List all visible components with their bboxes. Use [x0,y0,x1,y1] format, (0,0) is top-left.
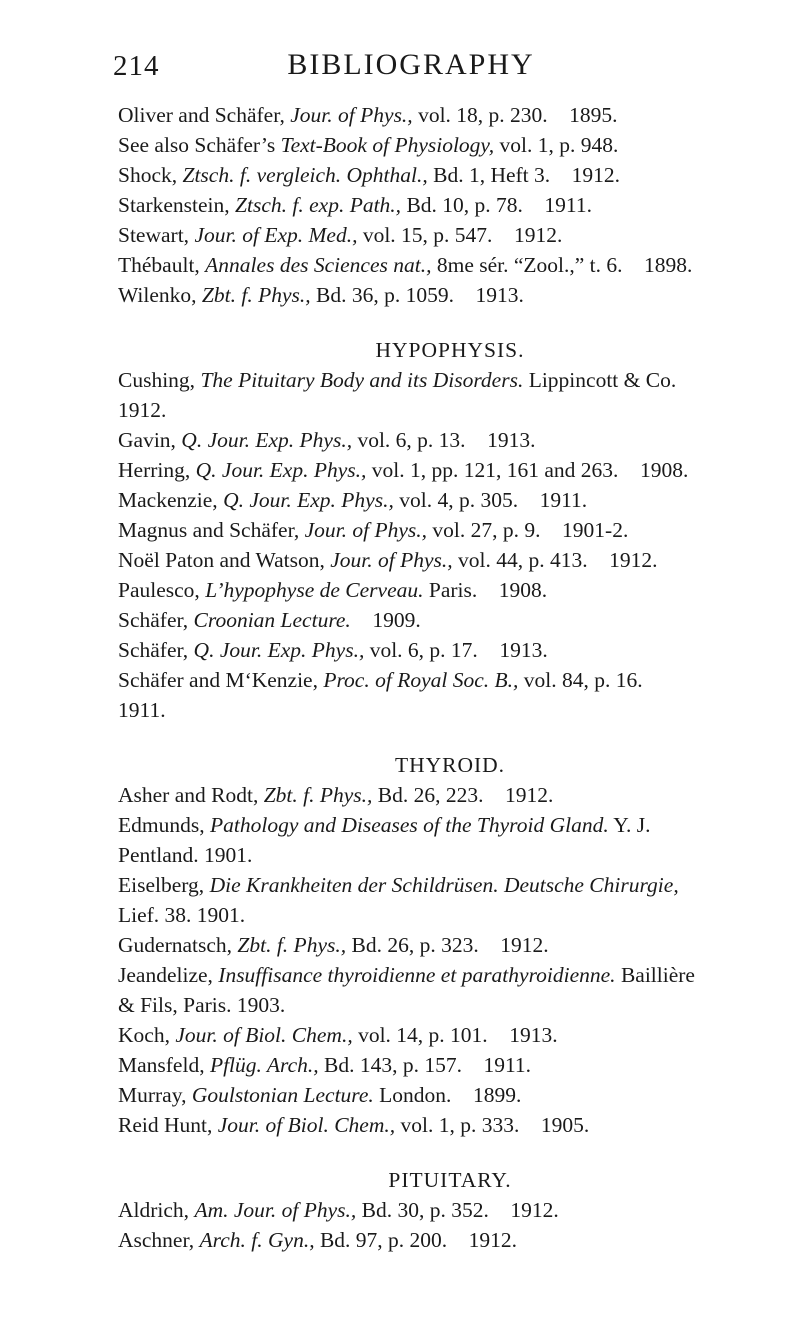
entry-year: 1912. [513,223,563,247]
entry-year: 1909. [372,608,421,632]
entry-details: Bd. 26, p. 323. [351,933,479,957]
entry-year: 1912. [468,1228,518,1252]
bibliography-entry [118,930,758,960]
entry-title: Jour. of Biol. Chem., [175,1023,353,1047]
bibliography-entry [118,545,758,575]
entry-year: 1899. [472,1083,522,1107]
entry-title: Goulstonian Lecture. [191,1083,374,1107]
entry-title: Insuffisance thyroidienne et parathyroidienne. [218,963,616,987]
entry-title: Die Krankheiten der Schildrüsen. Deutsche Chirurgie, [209,873,679,897]
bibliography-entry [118,220,758,250]
section-heading: HYPOPHYSIS. [375,338,525,362]
entry-title: Pathology and Diseases of the Thyroid Gland. [209,813,609,837]
bibliography-entry [118,1110,758,1140]
entry-year: 1901-2. [562,518,629,542]
entry-details: vol. 84, p. 16. [523,668,643,692]
entry-author: Koch, [118,1023,170,1047]
entry-author: Herring, [118,458,191,482]
bibliography-entry [118,100,758,130]
bibliography-entry [118,425,758,455]
entry-continuation: Pentland. 1901. [118,843,253,867]
entry-details: vol. 6, p. 17. [369,638,478,662]
entry-title: Text-Book of Physiology, [280,133,495,157]
entry-title: Q. Jour. Exp. Phys., [181,428,353,452]
entry-continuation: Lief. 38. 1901. [118,903,246,927]
entry-title: Annales des Sciences nat., [205,253,432,277]
bibliography-entry [118,605,758,635]
bibliography-list [118,100,758,1255]
entry-author: Oliver and Schäfer, [118,103,285,127]
entry-author: Eiselberg, [118,873,205,897]
entry-details: vol. 15, p. 547. [362,223,493,247]
entry-title: Zbt. f. Phys., [201,283,311,307]
entry-title: Croonian Lecture. [193,608,351,632]
entry-year: 1913. [475,283,524,307]
entry-author: Wilenko, [118,283,197,307]
entry-details: Lippincott & Co. [528,368,677,392]
entry-details: 8me sér. “Zool.,” t. 6. [436,253,623,277]
entry-year: 1908. [639,458,689,482]
entry-title: Jour. of Exp. Med., [194,223,358,247]
entry-year: 1913. [487,428,536,452]
entry-author: Shock, [118,163,178,187]
entry-title: Q. Jour. Exp. Phys., [195,458,367,482]
entry-year: 1911. [544,193,592,217]
bibliography-entry [118,190,758,220]
bibliography-entry [118,1195,758,1225]
entry-author: See also Schäfer’s [118,133,276,157]
entry-year: 1898. [644,253,693,277]
entry-details: Bd. 36, p. 1059. [316,283,454,307]
entry-author: Asher and Rodt, [118,783,259,807]
bibliography-entry [118,665,758,725]
running-head: BIBLIOGRAPHY [287,48,535,81]
entry-details: Bd. 97, p. 200. [319,1228,448,1252]
entry-details: vol. 4, p. 305. [399,488,519,512]
entry-details: London. [379,1083,452,1107]
entry-details: vol. 1, pp. 121, 161 and 263. [371,458,619,482]
bibliography-entry [118,870,758,930]
entry-details: Paris. [428,578,478,602]
entry-details: vol. 18, p. 230. [418,103,548,127]
entry-year: 1905. [540,1113,590,1137]
entry-year: 1908. [498,578,548,602]
entry-year: 1913. [509,1023,558,1047]
bibliography-entry [118,1020,758,1050]
entry-details: vol. 1, p. 948. [499,133,619,157]
bibliography-entry [118,810,758,870]
entry-details: Bd. 26, 223. [377,783,484,807]
entry-details: vol. 27, p. 9. [432,518,541,542]
entry-author: Noël Paton and Watson, [118,548,325,572]
bibliography-entry [118,160,758,190]
bibliography-entry [118,250,758,280]
entry-title: Ztsch. f. exp. Path., [235,193,402,217]
entry-author: Jeandelize, [118,963,213,987]
entry-year: 1912. [571,163,621,187]
entry-title: Zbt. f. Phys., [237,933,347,957]
bibliography-entry [118,130,758,160]
entry-year: 1912. [609,548,658,572]
entry-author: Murray, [118,1083,187,1107]
entry-author: Magnus and Schäfer, [118,518,300,542]
page-number: 214 [113,50,160,82]
entry-title: Pflüg. Arch., [209,1053,319,1077]
entry-details: vol. 6, p. 13. [357,428,466,452]
entry-year: 1912. [505,783,554,807]
entry-author: Gudernatsch, [118,933,233,957]
entry-year: 1895. [569,103,618,127]
entry-year: 1911. [483,1053,532,1077]
entry-title: Q. Jour. Exp. Phys., [193,638,365,662]
entry-title: The Pituitary Body and its Disorders. [200,368,524,392]
bibliography-entry [118,365,758,425]
entry-author: Cushing, [118,368,196,392]
entry-details: Bd. 30, p. 352. [361,1198,489,1222]
entry-title: Ztsch. f. vergleich. Ophthal., [182,163,428,187]
entry-details: vol. 1, p. 333. [400,1113,520,1137]
entry-details: vol. 14, p. 101. [358,1023,488,1047]
entry-title: Arch. f. Gyn., [199,1228,315,1252]
section-heading: THYROID. [394,753,506,777]
entry-author: Starkenstein, [118,193,230,217]
entry-title: Am. Jour. of Phys., [194,1198,357,1222]
page-header [0,48,800,88]
entry-continuation: 1911. [118,698,166,722]
bibliography-entry [118,780,758,810]
entry-author: Aschner, [118,1228,195,1252]
entry-year: 1911. [539,488,588,512]
entry-details: Baillière [620,963,695,987]
entry-title: Jour. of Phys., [304,518,428,542]
bibliography-entry [118,635,758,665]
entry-details: Bd. 10, p. 78. [406,193,523,217]
bibliography-entry [118,1080,758,1110]
entry-details: Bd. 1, Heft 3. [433,163,551,187]
entry-author: Mackenzie, [118,488,218,512]
bibliography-entry [118,515,758,545]
bibliography-entry [118,1225,758,1255]
entry-title: Q. Jour. Exp. Phys., [223,488,394,512]
entry-author: Reid Hunt, [118,1113,213,1137]
entry-year: 1912. [510,1198,559,1222]
entry-title: L’hypophyse de Cerveau. [205,578,424,602]
entry-year: 1913. [499,638,548,662]
bibliography-entry [118,1050,758,1080]
bibliography-entry [118,575,758,605]
entry-continuation: & Fils, Paris. 1903. [118,993,286,1017]
entry-author: Stewart, [118,223,190,247]
entry-author: Schäfer and M‘Kenzie, [118,668,318,692]
entry-year: 1912. [500,933,549,957]
entry-details: Y. J. [613,813,651,837]
entry-title: Jour. of Biol. Chem., [217,1113,396,1137]
entry-title: Jour. of Phys., [290,103,413,127]
entry-author: Mansfeld, [118,1053,205,1077]
entry-author: Schäfer, [118,608,189,632]
section-heading: PITUITARY. [388,1168,512,1192]
entry-author: Thébault, [118,253,200,277]
entry-author: Edmunds, [118,813,205,837]
entry-title: Jour. of Phys., [330,548,453,572]
entry-author: Schäfer, [118,638,189,662]
entry-details: vol. 44, p. 413. [458,548,588,572]
bibliography-entry [118,280,758,310]
bibliography-entry [118,455,758,485]
bibliography-entry [118,960,758,1020]
entry-title: Proc. of Royal Soc. B., [323,668,519,692]
entry-details: Bd. 143, p. 157. [324,1053,462,1077]
entry-title: Zbt. f. Phys., [263,783,373,807]
entry-author: Paulesco, [118,578,200,602]
entry-author: Gavin, [118,428,176,452]
entry-continuation: 1912. [118,398,167,422]
entry-author: Aldrich, [118,1198,190,1222]
bibliography-entry [118,485,758,515]
